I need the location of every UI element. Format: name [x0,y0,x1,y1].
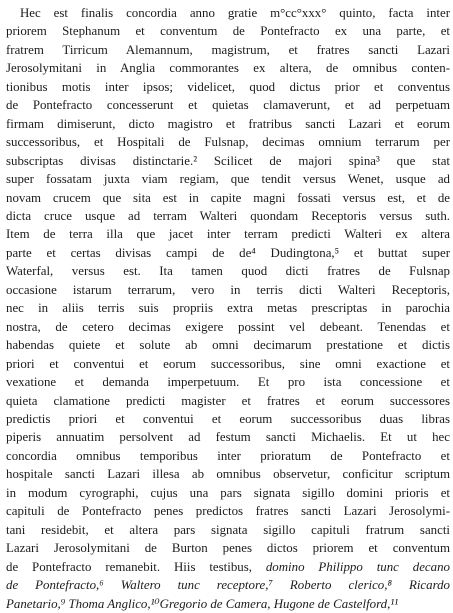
text-line-31-roman: de Pontefracto remanebit. Hiis testibus, [6,559,252,574]
text-line-6: de Pontefracto concesserunt et quietas clamaverunt, et ad perpetuam [6,98,450,113]
text-line-4: Jerosolymitani in Anglia commorantes ex altera, de omnibus conten- [6,61,450,76]
text-line-23: predictis priori et conventui et eorum successoribus duas libras [6,411,450,426]
text-line-28: capituli de Pontefracto penes predictos fratres sancti Lazari Jerosolymi- [6,504,450,519]
text-line-8: successoribus, et Hospitali de Fulsnap, decimas omnium terrarum per [6,135,450,150]
text-line-1: Hec est finalis concordia anno gratie m°cc°xxx° quinto, facta inter [20,6,450,20]
text-line-14: parte et certas divisas campi de de⁴ Dudingtona,⁵ et buttat super [6,245,450,260]
text-line-20: priori et conventui et eorum successoribus, sine omni exactione et [6,356,450,371]
witness-list-line-2: Panetario,⁹ Thoma Anglico,¹⁰Gregorio de Camera, Hugone de Castelford,¹¹ [6,596,399,611]
text-line-18: nostra, de cetero decimas exigere possint vel debeant. Tenendas et [6,319,450,334]
document-page [6,4,450,611]
witness-list-line-1: de Pontefracto,⁶ Waltero tunc receptore,⁷ Roberto clerico,⁸ Ricardo [6,578,450,593]
text-line-15: Waterfal, versus est. Ita tamen quod dicti fratres de Fulsnap [6,264,450,279]
text-line-27: in modum cyrographi, cujus una pars signata sigillo domini prioris et [6,485,450,500]
text-line-10: super fossatam juxta viam regiam, que tendit versus Wenet, usque ad [6,172,450,187]
text-line-26: hospitale sancti Lazari illesa ab omnibus observetur, conficitur scriptum [6,467,450,482]
text-line-12: dicta cruce usque ad terram Walteri quondam Receptoris versus suth. [6,208,450,223]
text-line-17: nec in aliis terris suis propriis extra metas prescriptas in parochia [6,301,450,316]
text-line-25: concordia omnibus temporibus inter prioratum de Pontefracto et [6,448,450,463]
text-line-22: quieta clamatione predicti magister et fratres et eorum successores [6,393,450,408]
text-line-31 [6,558,450,576]
text-line-9: subscriptas divisas distinctarie.² Scilicet de majori spina³ que stat [6,153,450,168]
text-line-2: priorem Stephanum et conventum de Pontefracto ex una parte, et [6,24,450,39]
text-line-11: novam crucem que sita est in capite magni fossati versus est, et de [6,190,450,205]
text-line-21: vexatione et demanda imperpetuum. Et pro ista concessione et [6,375,450,390]
text-line-30: Lazari Jerosolymitani de Burton penes dictos priorem et conventum [6,541,450,556]
text-line-5: tionibus motis inter ipsos; videlicet, quod dictus prior et conventus [6,79,450,94]
text-line-29: tani residebit, et altera pars signata sigillo capituli fratrum sancti [6,522,450,537]
text-line-13: Item de terra illa que jacet inter terram predicti Walteri ex altera [6,227,450,242]
text-line-16: occasione istarum terrarum, vero in terris dicti Walteri Receptoris, [6,282,450,297]
witness-list-start: domino Philippo tunc decano [265,559,450,574]
text-line-19: habendas quiete et solute ab omni decimarum prestatione et dictis [6,338,450,353]
text-line-7: firmam dimiserunt, dicto magistro et fratribus sancti Lazari et eorum [6,116,450,131]
text-line-24: piperis annuatim persolvent ad festum sancti Michaelis. Et ut hec [6,430,450,445]
text-line-3: fratrem Tirricum Alemannum, magistrum, et fratres sancti Lazari [6,42,450,57]
